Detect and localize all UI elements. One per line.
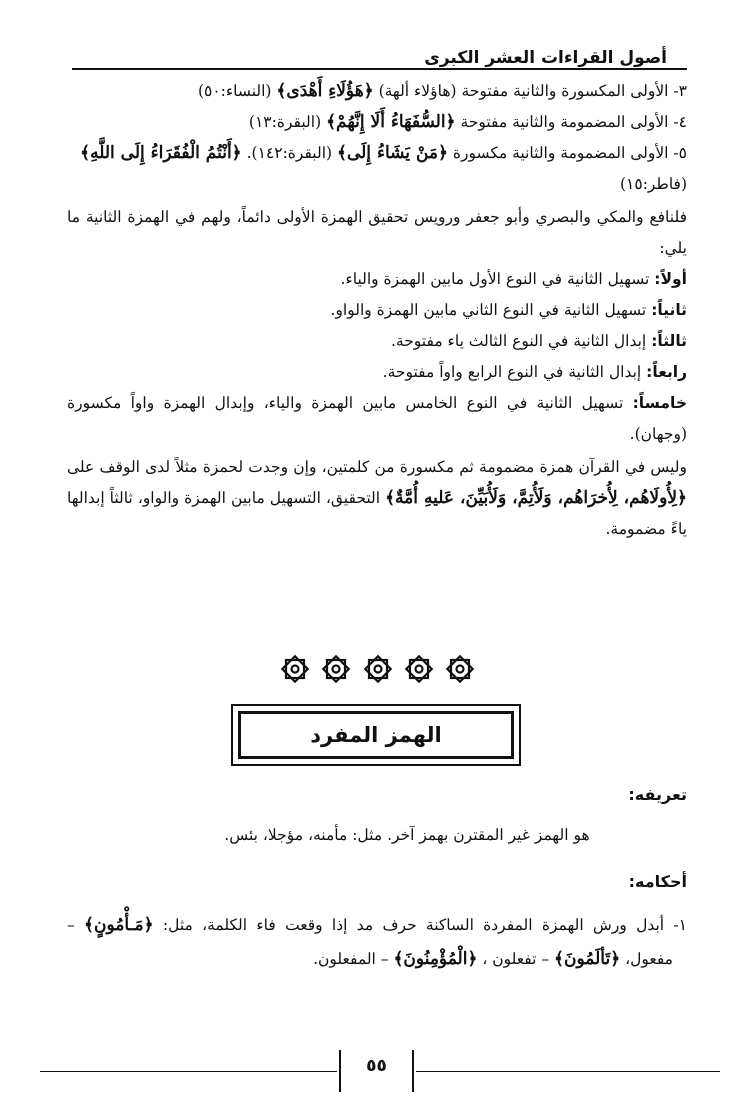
case-line xyxy=(67,138,687,200)
case-text: الأولى المضمومة والثانية مكسورة xyxy=(452,144,669,162)
rule-item xyxy=(67,388,687,450)
rule-item xyxy=(67,264,687,295)
quran-verse: ﴿مَنْ يَشَاءُ إِلَى﴾ xyxy=(337,143,448,163)
main-content xyxy=(67,76,687,545)
rule-label: ثانياً: xyxy=(651,301,687,319)
star-ornament-icon xyxy=(443,652,477,686)
header-rule xyxy=(72,68,687,70)
running-header-title: أصول القراءات العشر الكبرى xyxy=(424,48,667,68)
star-ornament-icon xyxy=(402,652,436,686)
quran-verse: ﴿تَألَمُونَ﴾ xyxy=(554,949,621,969)
verse-reference: (البقرة:١٣) xyxy=(248,113,322,131)
rule-text: إبدال الثانية في النوع الرابع واواً مفتوحة. xyxy=(382,363,642,381)
ruling-text: – تفعلون ، xyxy=(482,950,550,968)
rule-text: تسهيل الثانية في النوع الخامس مابين الهمزة والياء، وإبدال الهمزة واواً مكسورة (وجهان). xyxy=(67,394,687,443)
ruling-line xyxy=(67,942,687,976)
intro-paragraph: فلنافع والمكي والبصري وأبو جعفر ورويس تحقيق الهمزة الأولى دائماً، ولهم في الهمزة الثانية ما يلي: xyxy=(67,208,687,257)
rule-label: خامساً: xyxy=(632,394,687,412)
case-number: ٣- xyxy=(673,82,687,100)
rule-text: تسهيل الثانية في النوع الثاني مابين الهمزة والواو. xyxy=(330,301,647,319)
note-paragraph xyxy=(67,452,687,545)
rule-item xyxy=(67,326,687,357)
case-number: ٤- xyxy=(673,113,687,131)
verse-reference: (النساء:٥٠) xyxy=(197,82,272,100)
case-number: ٥- xyxy=(673,144,687,162)
quran-verse: ﴿هَؤُلَاءِ أَهْدَى﴾ xyxy=(276,81,374,101)
case-line xyxy=(67,107,687,138)
ruling-text: مفعول، xyxy=(625,950,673,968)
rule-text: إبدال الثانية في النوع الثالث ياء مفتوحة. xyxy=(390,332,647,350)
verse-reference: (فاطر:١٥) xyxy=(619,175,687,193)
note-text: التحقيق، التسهيل مابين الهمزة والواو، ثالثاً إبدالها ياءً مضمومة. xyxy=(67,489,687,538)
verse-reference: (البقرة:١٤٢). xyxy=(246,144,333,162)
rule-label: أولاً: xyxy=(654,270,687,288)
case-text: الأولى المكسورة والثانية مفتوحة (هاؤلاء ألهة) xyxy=(378,82,669,100)
quran-verse: ﴿الْمُؤْمِنُونَ﴾ xyxy=(393,949,478,969)
case-text: الأولى المضمومة والثانية مفتوحة xyxy=(460,113,669,131)
dash: – xyxy=(67,916,75,934)
note-text: وليس في القرآن همزة مضمومة ثم مكسورة من كلمتين، وإن وجدت لحمزة مثلاً لدى الوقف على xyxy=(67,458,687,476)
section-title: الهمز المفرد xyxy=(238,711,514,759)
quran-verse: ﴿مَـأْمُونٍ﴾ xyxy=(84,915,154,935)
rule-label: ثالثاً: xyxy=(651,332,687,350)
rule-item xyxy=(67,295,687,326)
ruling-item xyxy=(67,908,687,976)
rule-label: رابعاً: xyxy=(646,363,687,381)
star-ornament-icon xyxy=(319,652,353,686)
page-number: ٥٥ xyxy=(366,1056,387,1076)
rule-item xyxy=(67,357,687,388)
ruling-text: أبدل ورش الهمزة المفردة الساكنة حرف مد إذا وقعت فاء الكلمة، مثل: xyxy=(162,916,665,934)
ruling-line xyxy=(67,908,687,942)
rulings-heading: أحكامه: xyxy=(628,872,687,891)
star-ornament-icon xyxy=(361,652,395,686)
ornament-divider xyxy=(0,652,755,690)
quran-verse: ﴿لِأُولَاهُم، لِأُخرَاهُم، وَلَأُتِمَّ، وَلَأُبَيِّنَ، عَليهِ أُمَّةٌ﴾ xyxy=(385,488,687,508)
item-number: ١- xyxy=(673,916,687,934)
definition-heading: تعريفه: xyxy=(628,785,687,804)
quran-verse: ﴿أَنْتُمُ الْفُقَرَاءُ إِلَى اللَّهِ﴾ xyxy=(80,143,242,163)
case-line xyxy=(67,76,687,107)
definition-text: هو الهمز غير المقترن بهمز آخر. مثل: مأمنه، مؤجلا، بئس. xyxy=(224,826,590,844)
ruling-text: – المفعلون. xyxy=(313,950,389,968)
quran-verse: ﴿السُّفَهَاءُ أَلَا إِنَّهُمْ﴾ xyxy=(326,112,456,132)
rule-text: تسهيل الثانية في النوع الأول مابين الهمزة والياء. xyxy=(340,270,650,288)
footer-rule-right xyxy=(416,1071,720,1072)
star-ornament-icon xyxy=(278,652,312,686)
footer-bar-right xyxy=(412,1050,414,1092)
footer-rule-left xyxy=(40,1071,337,1072)
section-title-frame xyxy=(231,704,521,766)
